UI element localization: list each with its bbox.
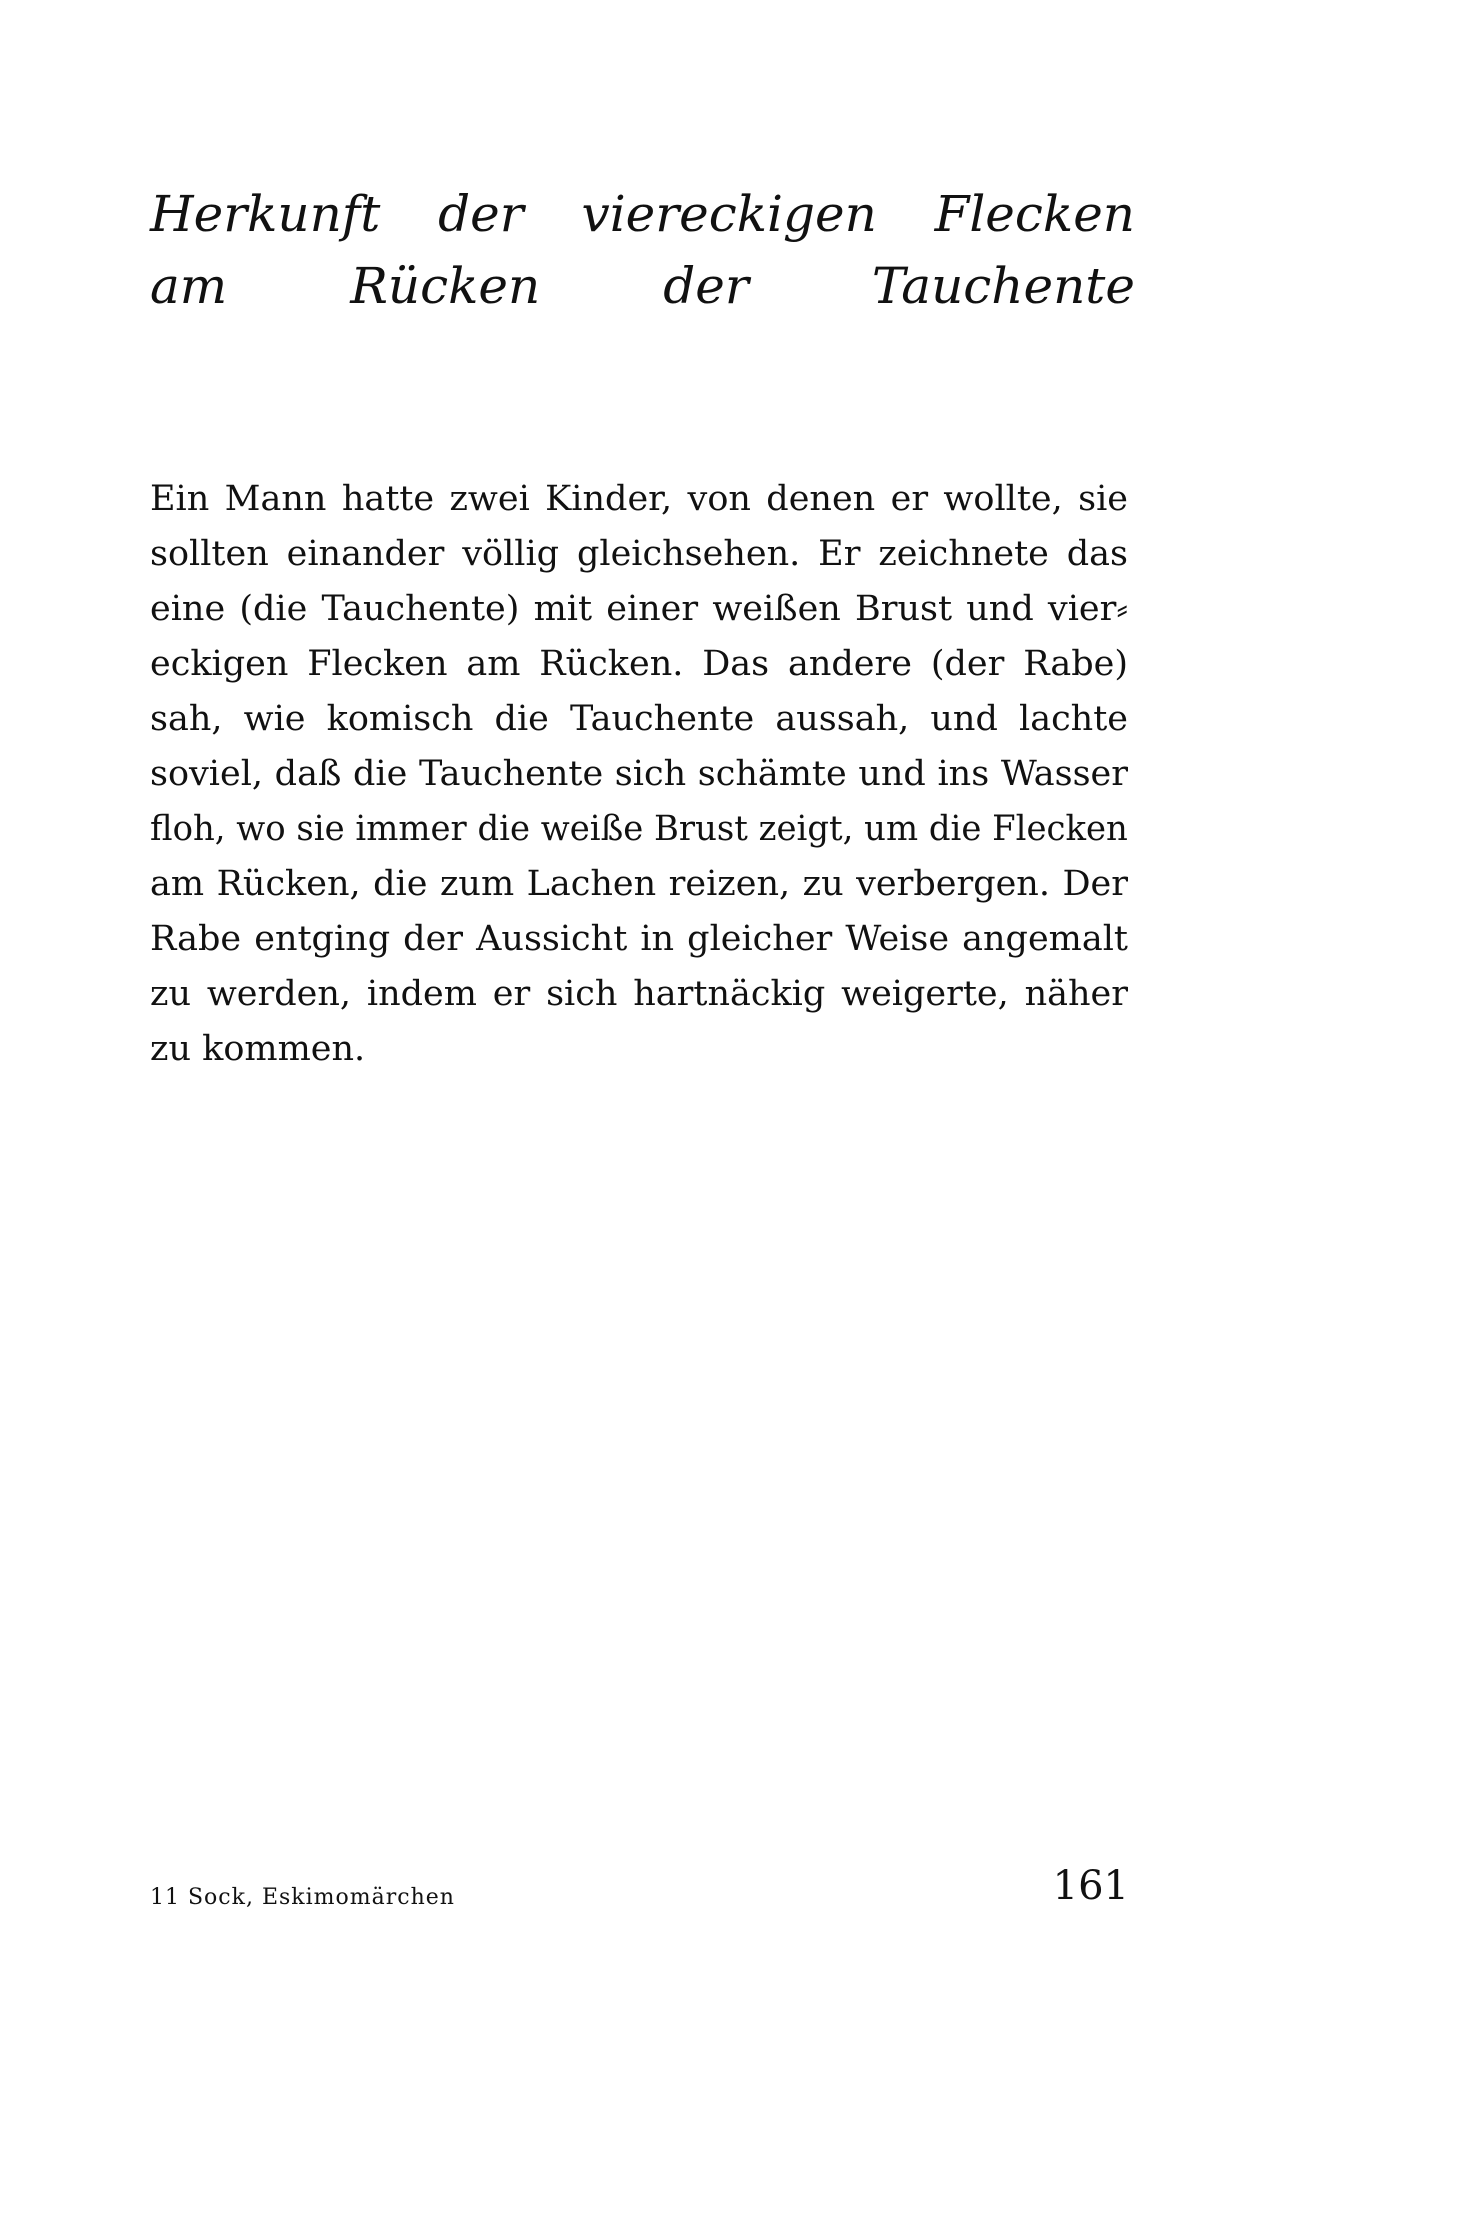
body-line: am Rücken, die zum Lachen reizen, zu verbergen. Der — [150, 864, 1128, 904]
body-line: Rabe entging der Aussicht in gleicher Weise angemalt — [150, 919, 1128, 959]
body-line: eine (die Tauchente) mit einer weißen Brust und vier⸗ — [150, 589, 1128, 629]
title-line-1: Herkunft der viereckigen Flecken — [150, 185, 1135, 243]
story-title — [150, 178, 1135, 322]
title-line-2: am Rücken der Tauchente — [150, 257, 1135, 315]
body-line: soviel, daß die Tauchente sich schämte und ins Wasser — [150, 754, 1128, 794]
body-line: floh, wo sie immer die weiße Brust zeigt, um die Flecken — [150, 809, 1128, 849]
body-line: sollten einander völlig gleichsehen. Er zeichnete das — [150, 534, 1128, 574]
story-body — [150, 472, 1128, 1077]
body-line: sah, wie komisch die Tauchente aussah, und lachte — [150, 699, 1128, 739]
body-line: eckigen Flecken am Rücken. Das andere (der Rabe) — [150, 644, 1128, 684]
signature-mark: 11 Sock, Eskimomärchen — [150, 1885, 455, 1910]
body-line: Ein Mann hatte zwei Kinder, von denen er wollte, sie — [150, 479, 1128, 519]
body-line: zu werden, indem er sich hartnäckig weigerte, näher — [150, 974, 1128, 1014]
page-number: 161 — [1052, 1863, 1129, 1909]
body-line: zu kommen. — [150, 1029, 366, 1069]
